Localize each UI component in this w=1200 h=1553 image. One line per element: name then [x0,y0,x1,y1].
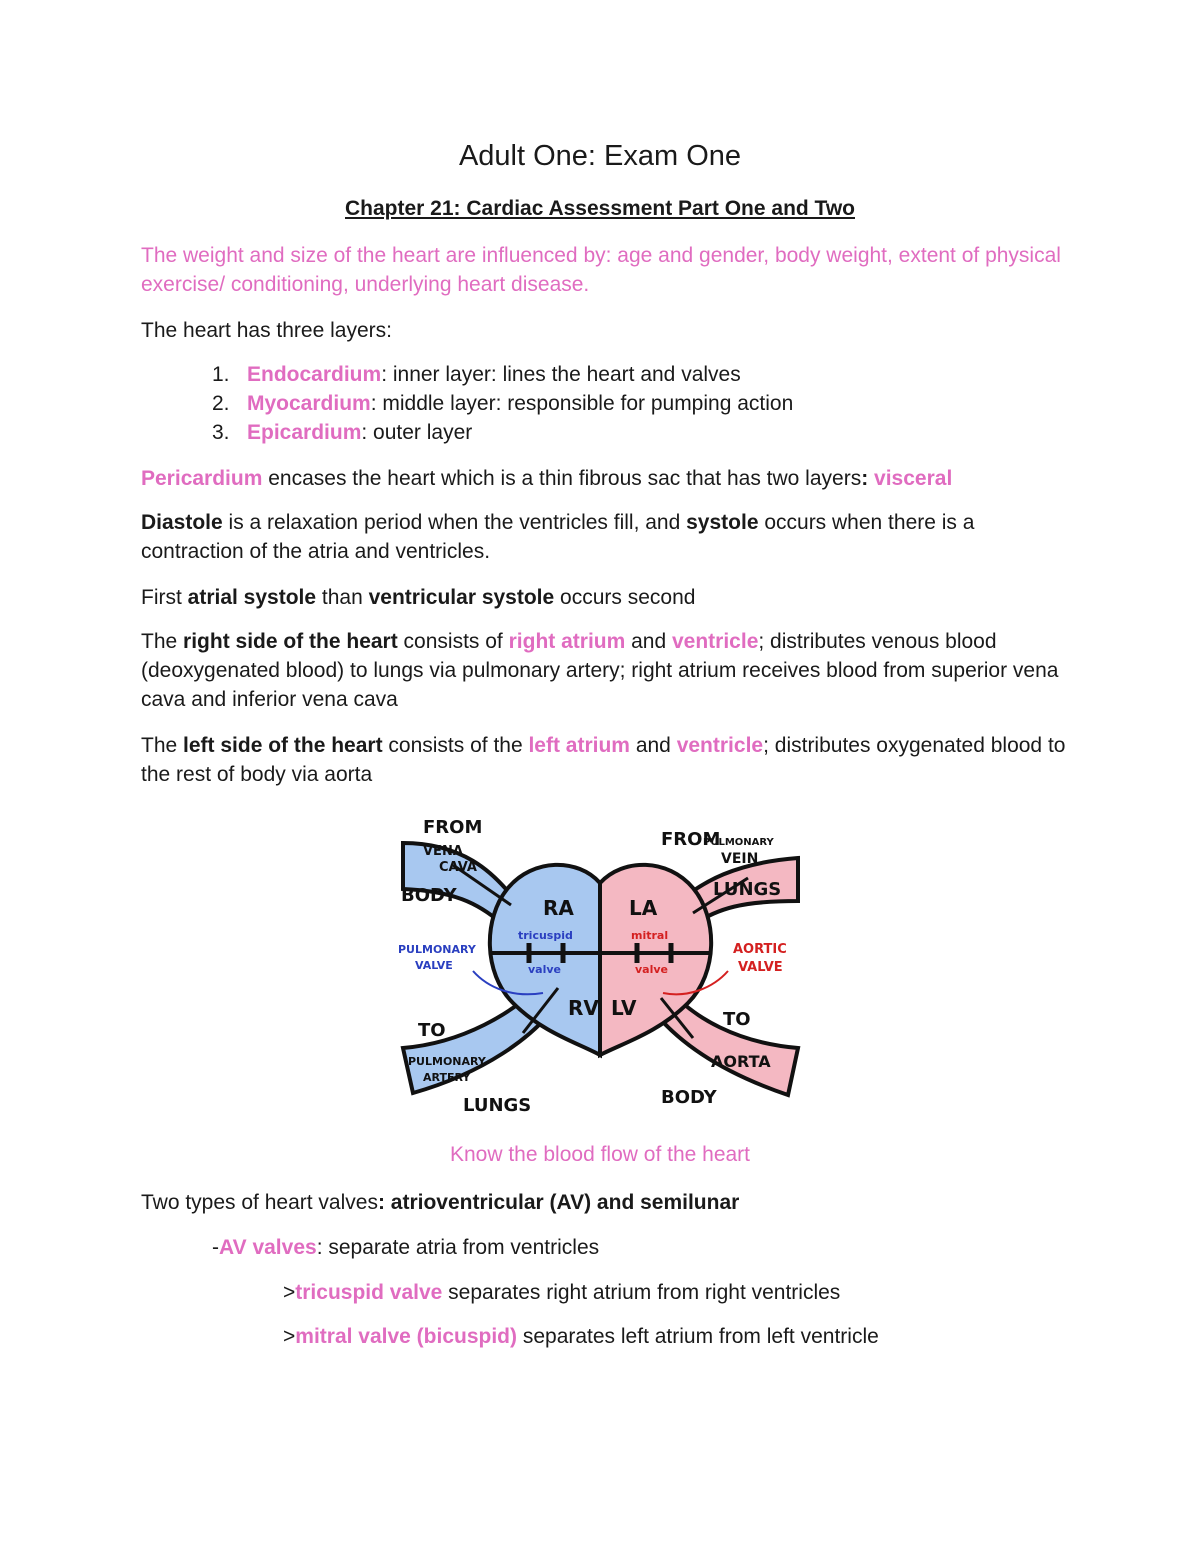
pericardium-colon: : [861,467,869,490]
pulmonary-valve-label-1: PULMONARY [398,943,476,956]
systole-term: systole [686,511,759,534]
pulmonary-vein-label-1: PULMONARY [703,837,774,848]
list-number: 3. [212,421,230,444]
right-atrium-term: right atrium [508,630,626,653]
heart-blood-flow-diagram [393,803,808,1125]
text: : separate atria from ventricles [316,1236,600,1259]
text: Two types of heart valves [141,1191,378,1214]
pulmonary-valve-label-2: VALVE [415,959,453,972]
valve-types-paragraph [141,1188,1071,1217]
pericardium-text: encases the heart which is a thin fibrous sac that has two layers [262,467,862,490]
text: ; distributes venous blood (deoxygenated blood) to lungs via pulmonary artery; right atrium receives blood from superior vena cava and inferior vena cava [141,630,1059,711]
chapter-heading: Chapter 21: Cardiac Assessment Part One and Two [345,197,855,220]
layer-desc: : outer layer [361,421,473,444]
valve-label-left: valve [635,963,668,976]
diagram-caption: Know the blood flow of the heart [449,1143,751,1166]
body-label-right: BODY [661,1087,717,1108]
text: consists of [397,630,509,653]
from-label-left: FROM [423,817,483,838]
right-side-paragraph [141,627,1071,714]
la-label: LA [629,896,658,920]
mitral-line [283,1322,1083,1351]
layer-desc: : middle layer: responsible for pumping action [370,392,794,415]
mitral-label: mitral [631,929,669,942]
from-label-right: FROM [661,829,721,850]
aorta-label: AORTA [711,1052,771,1071]
ventricle-term: ventricle [672,630,759,653]
list-item [212,360,741,389]
systole-order-paragraph [141,583,1071,612]
text: > [283,1325,296,1348]
left-atrium-term: left atrium [528,734,630,757]
valve-label-right: valve [528,963,561,976]
order-text: First [141,586,188,609]
order-text: occurs second [554,586,696,609]
av-valves-line [212,1233,1142,1262]
aortic-valve-label-1: AORTIC [733,942,787,957]
vein-label: VEIN [721,851,759,867]
systole-text: occurs when there is a contraction of the atria and ventricles. [141,511,975,563]
diastole-term: Diastole [141,511,223,534]
pulmonary-artery-label-2: ARTERY [423,1071,471,1084]
lungs-label-right: LUNGS [713,879,782,900]
text: and [625,630,672,653]
lv-label: LV [611,996,637,1020]
pulmonary-artery-label-1: PULMONARY [408,1055,486,1068]
rv-label: RV [568,996,599,1020]
atrial-systole-term: atrial systole [187,586,317,609]
aortic-valve-label-2: VALVE [738,960,783,975]
cava-label: CAVA [439,860,477,875]
left-side-paragraph [141,731,1071,789]
valve-types-term: : atrioventricular (AV) and semilunar [377,1191,740,1214]
left-side-term: left side of the heart [183,734,383,757]
tricuspid-term: tricuspid valve [295,1281,443,1304]
layer-term: Myocardium [247,392,371,415]
layer-desc: : inner layer: lines the heart and valves [381,363,741,386]
text: and [629,734,677,757]
layer-term: Epicardium [247,421,362,444]
layer-term: Endocardium [247,363,382,386]
to-label-right: TO [723,1009,751,1030]
lungs-label-left: LUNGS [463,1095,532,1116]
layers-intro: The heart has three layers: [141,319,392,342]
right-side-term: right side of the heart [183,630,398,653]
heart-weight-paragraph: The weight and size of the heart are influenced by: age and gender, body weight, extent of physical exercise/ conditioning, underlying heart disease. [141,244,1061,296]
text: consists of the [382,734,529,757]
diastole-paragraph [141,508,1071,566]
pericardium-visceral: visceral [868,467,953,490]
list-number: 2. [212,392,230,415]
text: > [283,1281,296,1304]
pericardium-paragraph [141,464,1071,493]
list-number: 1. [212,363,230,386]
diastole-text: is a relaxation period when the ventricles fill, and [222,511,687,534]
ventricular-systole-term: ventricular systole [368,586,555,609]
order-text: than [316,586,369,609]
list-item [212,389,793,418]
mitral-term: mitral valve (bicuspid) [295,1325,517,1348]
ra-label: RA [543,896,574,920]
list-item [212,418,472,447]
pericardium-term: Pericardium [141,467,263,490]
tricuspid-label: tricuspid [518,929,573,942]
text: separates right atrium from right ventricles [442,1281,841,1304]
text: The [141,630,184,653]
vena-label: VENA [423,844,463,859]
tricuspid-line [283,1278,1083,1307]
to-label-left: TO [418,1020,446,1041]
text: ; distributes oxygenated blood to the rest of body via aorta [141,734,1066,786]
text: The [141,734,184,757]
text: - [212,1236,219,1259]
body-label-left: BODY [401,885,457,906]
text: separates left atrium from left ventricle [517,1325,879,1348]
ventricle-term: ventricle [676,734,764,757]
document-title: Adult One: Exam One [458,140,742,172]
av-valves-term: AV valves [219,1236,317,1259]
